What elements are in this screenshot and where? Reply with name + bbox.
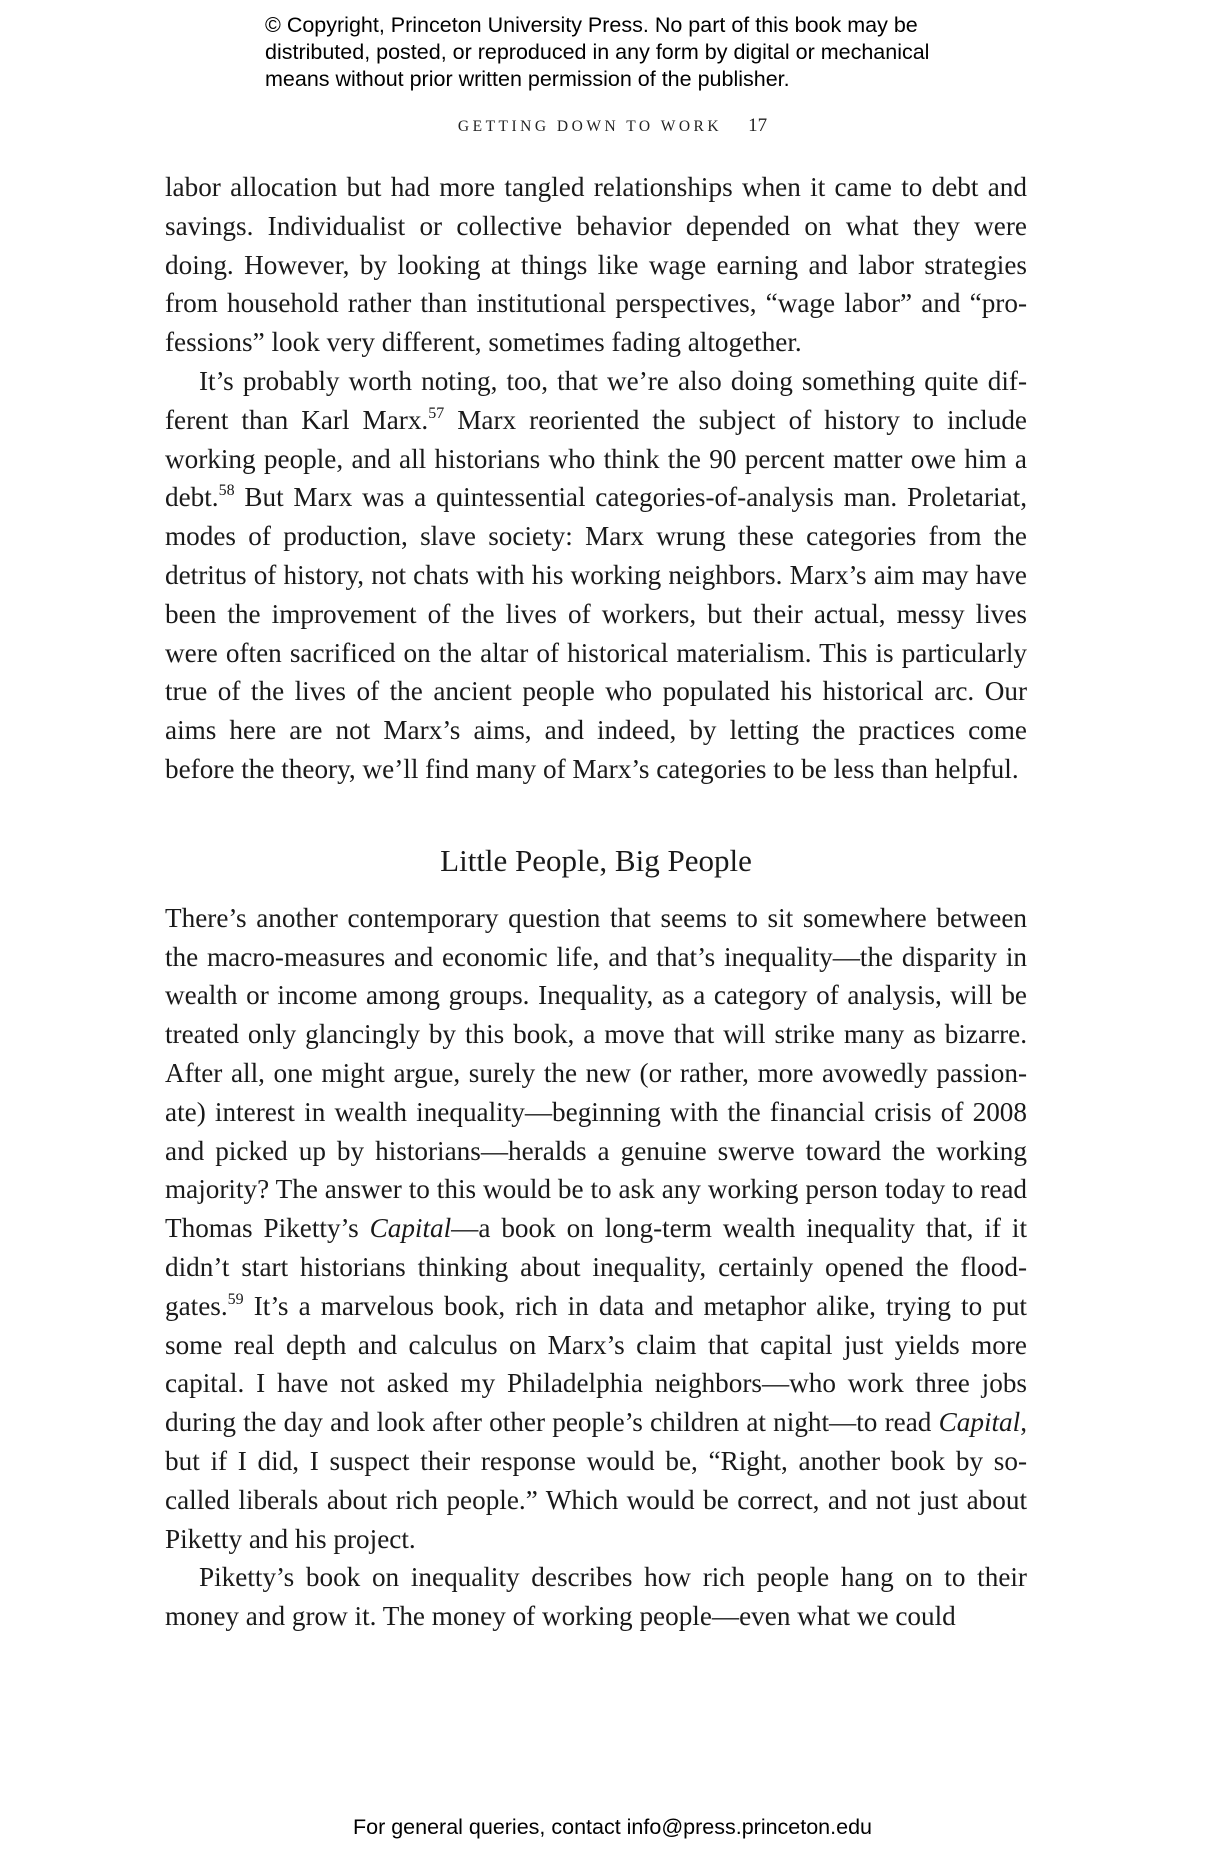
book-title-capital-2: Capital — [938, 1407, 1021, 1438]
copyright-notice — [265, 12, 1025, 93]
section-heading: Little People, Big People — [440, 842, 752, 878]
paragraph-3-part-d: , but if I did, I suspect their response would be, “Right, another book by so-called liberals about rich people.” Which would be correct, and not just about Piketty and his project. — [165, 1407, 1027, 1554]
running-head-title: GETTING DOWN TO WORK — [457, 118, 723, 135]
running-head — [0, 115, 1225, 137]
page-number: 17 — [748, 115, 768, 136]
paragraph-3 — [165, 899, 1027, 1559]
paragraph-1: labor allocation but had more tangled relationships when it came to debt and savings. Individualist or collective behavior depended on what they were doing. However, by looking at things like wage earning and labor strategies from household rather than institutional perspectives, “wage labor” and “professions” look very different, sometimes fading altogether. — [165, 172, 1027, 358]
footnote-ref-59[interactable]: 59 — [227, 1290, 244, 1308]
copyright-line-2: distributed, posted, or reproduced in any form by digital or mechanical — [265, 40, 930, 64]
footer-contact: For general queries, contact info@press.princeton.edu — [352, 1815, 872, 1839]
footnote-ref-57[interactable]: 57 — [428, 404, 445, 422]
paragraph-2-part-c: But Marx was a quintessential categories-of-analysis man. Proletariat, modes of production, slave society: Marx wrung these categories from the detritus of history, not chats with his working neighbors. Marx’s aim may have been the improvement of the lives of workers, but their actual, messy lives were often sacrificed on the altar of historical materialism. This is particularly true of the lives of the ancient people who populated his historical arc. Our aims here are not Marx’s aims, and indeed, by letting the practices come before the theory, we’ll find many of Marx’s categories to be less than helpful. — [165, 482, 1027, 784]
footnote-ref-58[interactable]: 58 — [218, 482, 235, 500]
paragraph-2-part-b: Marx reoriented the subject of history to include working people, and all historians who think the 90 percent matter owe him a debt. — [165, 404, 1027, 513]
paragraph-3-part-c: It’s a marvelous book, rich in data and metaphor alike, trying to put some real depth and calculus on Marx’s claim that capital just yields more capital. I have not asked my Philadelphia neighbors—who work three jobs during the day and look after other people’s children at night—to read — [165, 1290, 1027, 1438]
paragraph-2-part-a: It’s probably worth noting, too, that we’re also doing something quite different than Karl Marx. — [165, 365, 1027, 435]
paragraph-3-part-a: There’s another contemporary question that seems to sit somewhere between the macro-measures and economic life, and that’s inequality—the disparity in wealth or income among groups. Inequality, as a category of analysis, will be treated only glancingly by this book, a move that will strike many as bizarre. After all, one might argue, surely the new (or rather, more avowedly passionate) interest in wealth inequality—beginning with the financial crisis of 2008 and picked up by historians—heralds a genuine swerve toward the working majority? The answer to this would be to ask any working person today to read Thomas Piketty’s — [165, 902, 1027, 1244]
copyright-line-3: means without prior written permission of the publisher. — [265, 67, 790, 91]
copyright-line-1: © Copyright, Princeton University Press. No part of this book may be — [265, 13, 918, 37]
body-text — [165, 168, 1027, 1636]
paragraph-2 — [165, 362, 1027, 789]
book-title-capital: Capital — [369, 1213, 452, 1244]
paragraph-3-part-b: —a book on long-term wealth inequality that, if it didn’t start historians thinking about inequality, certainly opened the floodgates. — [165, 1213, 1027, 1321]
paragraph-4: Piketty’s book on inequality describes how rich people hang on to their money and grow it. The money of working people—even what we could — [165, 1562, 1027, 1632]
